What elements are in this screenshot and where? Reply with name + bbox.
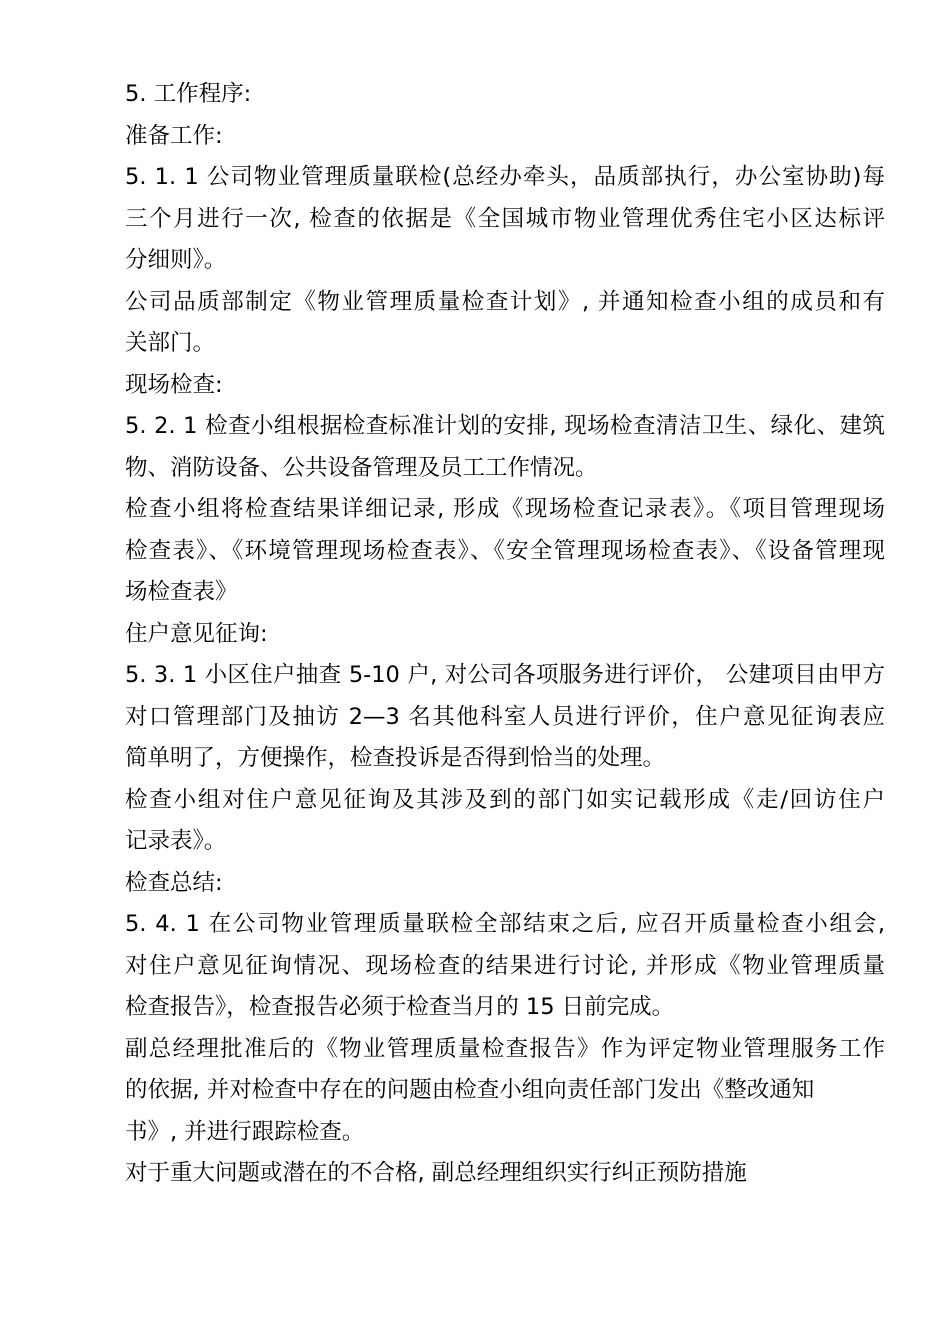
paragraph-line: 检查小组对住户意见征询及其涉及到的部门如实记载形成《走/回访住户	[125, 786, 885, 813]
paragraph-line: 5. 4. 1 在公司物业管理质量联检全部结束之后, 应召开质量检查小组会,	[125, 911, 885, 937]
paragraph-line: 场检查表》	[125, 579, 238, 605]
paragraph-line: 检查表》、《环境管理现场检查表》、《安全管理现场检查表》、《设备管理现	[125, 537, 885, 564]
paragraph-line: 关部门。	[125, 330, 216, 356]
paragraph-line: 分细则》。	[125, 247, 227, 273]
paragraph-line: 对于重大问题或潜在的不合格, 副总经理组织实行纠正预防措施	[125, 1160, 747, 1186]
paragraph-line: 5. 3. 1 小区住户抽查 5-10 户, 对公司各项服务进行评价， 公建项目由甲方	[125, 662, 885, 688]
paragraph-line: 检查小组将检查结果详细记录, 形成《现场检查记录表》。《项目管理现场	[125, 496, 885, 522]
subheading-onsite-inspection: 现场检查:	[125, 371, 223, 398]
paragraph-line: 副总经理批准后的《物业管理质量检查报告》作为评定物业管理服务工作	[125, 1035, 885, 1062]
paragraph-line: 检查报告》，检查报告必须于检查当月的 15 日前完成。	[125, 994, 675, 1020]
paragraph-line: 物、消防设备、公共设备管理及员工工作情况。	[125, 454, 598, 481]
subheading-preparation: 准备工作:	[125, 122, 223, 149]
paragraph-line: 5. 1. 1 公司物业管理质量联检(总经办牵头，品质部执行，办公室协助)每	[125, 164, 885, 190]
paragraph-line: 对住户意见征询情况、现场检查的结果进行讨论, 并形成《物业管理质量	[125, 952, 885, 979]
document-body	[125, 74, 885, 1195]
paragraph-line: 的依据, 并对检查中存在的问题由检查小组向责任部门发出《整改通知	[125, 1077, 815, 1103]
paragraph-line: 公司品质部制定《物业管理质量检查计划》, 并通知检查小组的成员和有	[125, 288, 885, 315]
subheading-inspection-summary: 检查总结:	[125, 869, 223, 896]
paragraph-line: 记录表》。	[125, 828, 227, 854]
paragraph-line: 简单明了，方便操作，检查投诉是否得到恰当的处理。	[125, 745, 666, 771]
section-heading: 5. 工作程序:	[125, 81, 252, 107]
paragraph-line: 对口管理部门及抽访 2—3 名其他科室人员进行评价，住户意见征询表应	[125, 703, 885, 730]
subheading-resident-survey: 住户意见征询:	[125, 620, 268, 647]
paragraph-line: 书》, 并进行跟踪检查。	[125, 1118, 365, 1145]
paragraph-line: 5. 2. 1 检查小组根据检查标准计划的安排, 现场检查清洁卫生、绿化、建筑	[125, 413, 885, 439]
paragraph-line: 三个月进行一次, 检查的依据是《全国城市物业管理优秀住宅小区达标评	[125, 205, 885, 232]
